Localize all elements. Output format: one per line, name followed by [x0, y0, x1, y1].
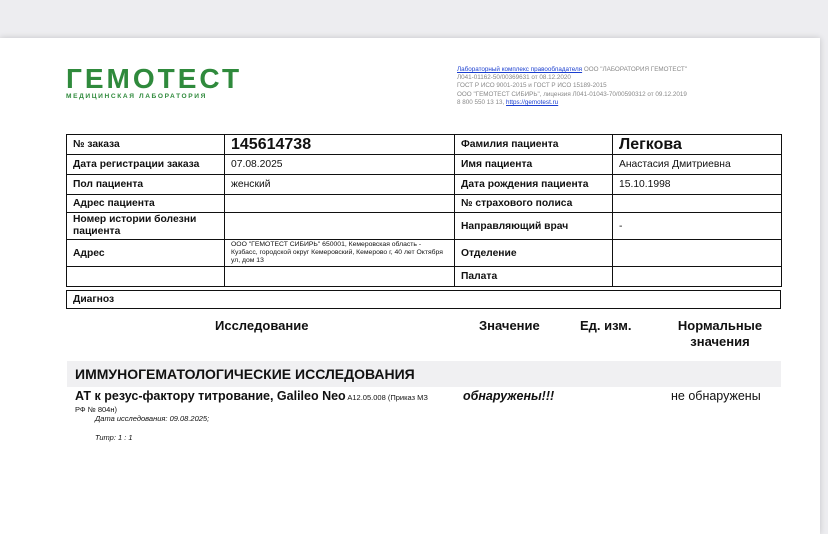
sex-label: Пол пациента — [67, 175, 225, 195]
test-norm: не обнаружены — [671, 389, 761, 403]
birth-label: Дата рождения пациента — [455, 175, 613, 195]
column-norm — [660, 318, 780, 350]
order-number: 145614738 — [225, 135, 455, 155]
history-label: Номер истории болезни пациента — [67, 213, 225, 240]
column-norm-line2: значения — [690, 334, 750, 349]
gemotest-logo — [66, 63, 243, 101]
test-code-order: РФ № 804н) — [75, 405, 117, 414]
doctor-value: - — [613, 213, 782, 240]
empty-cell — [225, 267, 455, 287]
patient-address-label: Адрес пациента — [67, 195, 225, 213]
department-value — [613, 240, 782, 267]
patient-address — [225, 195, 455, 213]
logo-title: ГЕМОТЕСТ — [66, 63, 243, 94]
department-label: Отделение — [455, 240, 613, 267]
ward-value — [613, 267, 782, 287]
license-owner: ООО "ЛАБОРАТОРИЯ ГЕМОТЕСТ" — [582, 66, 688, 73]
section-title: ИММУНОГЕМАТОЛОГИЧЕСКИЕ ИССЛЕДОВАНИЯ — [67, 361, 781, 387]
website-link[interactable]: https://gemotest.ru — [506, 98, 559, 106]
patient-info-table — [66, 134, 782, 287]
lab-address: ООО "ГЕМОТЕСТ СИБИРЬ" 650001, Кемеровская область - Кузбасс, городской округ Кемеровский, Кемерово г, 40 лет Октября ул, дом 13 — [225, 240, 455, 267]
test-date: Дата исследования: 09.08.2025; — [95, 414, 210, 423]
doctor-label: Направляющий врач — [455, 213, 613, 240]
column-norm-line1: Нормальные — [677, 318, 763, 333]
reg-date: 07.08.2025 — [225, 155, 455, 175]
test-result: обнаружены!!! — [463, 389, 555, 403]
patient-surname: Легкова — [613, 135, 782, 155]
insurance-number — [613, 195, 782, 213]
column-value: Значение — [479, 318, 540, 333]
license-line: Л041-01162-50/00369631 от 08.12.2020 — [457, 74, 571, 82]
test-row — [75, 389, 465, 414]
surname-label: Фамилия пациента — [455, 135, 613, 155]
license-block — [457, 66, 777, 107]
insurance-label: № страхового полиса — [455, 195, 613, 213]
test-name: АТ к резус-фактору титрование, Galileo Neo — [75, 389, 346, 403]
license-phone: 8 800 550 13 13, — [457, 98, 507, 106]
birth-date: 15.10.1998 — [613, 175, 782, 195]
patient-sex: женский — [225, 175, 455, 195]
order-label: № заказа — [67, 135, 225, 155]
column-unit: Ед. изм. — [580, 318, 632, 333]
reg-date-label: Дата регистрации заказа — [67, 155, 225, 175]
column-study: Исследование — [215, 318, 309, 333]
logo-subtitle: МЕДИЦИНСКАЯ ЛАБОРАТОРИЯ — [66, 93, 207, 100]
test-code: A12.05.008 (Приказ МЗ — [345, 393, 428, 402]
patient-name: Анастасия Дмитриевна — [613, 155, 782, 175]
license-line: ООО "ГЕМОТЕСТ СИБИРЬ", лицензия Л041-01043-70/00590312 от 09.12.2019 — [457, 90, 687, 98]
empty-cell — [67, 267, 225, 287]
history-number — [225, 213, 455, 240]
license-link[interactable]: Лабораторный комплекс правообладателя — [457, 66, 583, 73]
name-label: Имя пациента — [455, 155, 613, 175]
address-label: Адрес — [67, 240, 225, 267]
report-page — [0, 38, 820, 534]
license-line: ГОСТ Р ИСО 9001-2015 и ГОСТ Р ИСО 15189-2015 — [457, 82, 607, 90]
diagnosis-label: Диагноз — [66, 290, 781, 309]
ward-label: Палата — [455, 267, 613, 287]
test-titer: Титр: 1 : 1 — [95, 433, 133, 442]
